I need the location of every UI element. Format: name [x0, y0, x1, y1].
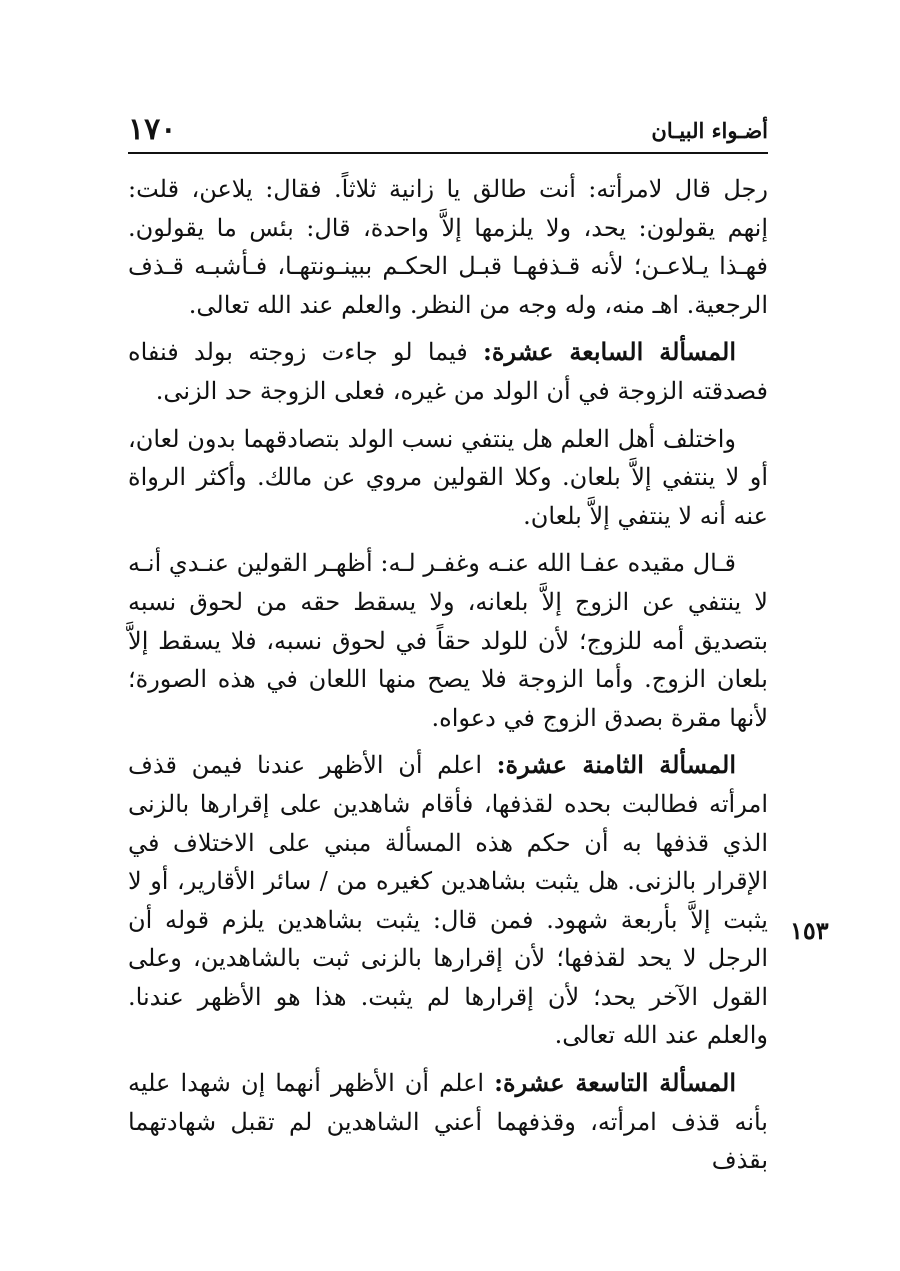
- page-number: ١٧٠: [128, 112, 177, 147]
- issue-heading: المسألة التاسعة عشرة:: [494, 1068, 736, 1098]
- page-header: [128, 112, 768, 152]
- paragraph: [128, 333, 768, 410]
- paragraph-text: فيما لو جاءت زوجته بولد فنفاه فصدقته الزوجة في أن الولد من غيره، فعلى الزوجة حد الزنى.: [128, 338, 768, 405]
- body-text: [128, 170, 768, 1189]
- paragraph-text: قـال مقيده عفـا الله عنـه وغفـر لـه: أظهـر القولين عنـدي أنـه لا ينتفي عن الزوج إلاَّ بلعانه، ولا يسقط حقه من لحوق نسبه بتصديق أمه للزوج؛ لأن للولد حقاً في لحوق نسبه، فلا يسقط إلاَّ بلعان الزوج. وأما الزوجة فلا يصح منها اللعان في هذه الصورة؛ لأنها مقرة بصدق الزوج في دعواه.: [128, 549, 768, 732]
- header-rule: [128, 152, 768, 154]
- paragraph: [128, 420, 768, 536]
- paragraph: [128, 1064, 768, 1180]
- paragraph-text: اعلم أن الأظهر أنهما إن شهدا عليه بأنه قذف امرأته، وقذفهما أعني الشاهدين لم تقبل شهادتهما بقذف: [128, 1069, 768, 1175]
- paragraph: [128, 746, 768, 1055]
- issue-heading: المسألة الثامنة عشرة:: [496, 750, 736, 780]
- paragraph-text: واختلف أهل العلم هل ينتفي نسب الولد بتصادقهما بدون لعان، أو لا ينتفي إلاَّ بلعان. وكلا القولين مروي عن مالك. وأكثر الرواة عنه أنه لا ينتفي إلاَّ بلعان.: [128, 424, 768, 530]
- paragraph-text: اعلم أن الأظهر عندنا فيمن قذف امرأته فطالبت بحده لقذفها، فأقام شاهدين على إقرارها بالزنى الذي قذفها به أن حكم هذه المسألة مبني على الاختلاف في الإقرار بالزنى. هل يثبت بشاهدين كغيره من / سائر الأقارير، أو لا يثبت إلاَّ بأربعة شهود. فمن قال: يثبت بشاهدين يلزم قوله أن الرجل لا يحد لقذفها؛ لأن إقرارها بالزنى ثبت بالشاهدين، وعلى القول الآخر يحد؛ لأن إقرارها لم يثبت. هذا هو الأظهر عندنا. والعلم عند الله تعالى.: [128, 751, 768, 1050]
- paragraph: [128, 544, 768, 737]
- paragraph-text: رجل قال لامرأته: أنت طالق يا زانية ثلاثاً. فقال: يلاعن، قلت: إنهم يقولون: يحد، ولا يلزمها إلاَّ واحدة، قال: بئس ما يقولون. فهـذا يـلاعـن؛ لأنه قـذفهـا قبـل الحكـم ببينـونتهـا، فـأشبـه قـذف الرجعية. اهـ منه، وله وجه من النظر. والعلم عند الله تعالى.: [128, 175, 769, 319]
- running-title: أضـواء البيـان: [651, 118, 768, 143]
- issue-heading: المسألة السابعة عشرة:: [483, 337, 736, 367]
- margin-page-reference: ١٥٣: [790, 916, 829, 945]
- paragraph: [128, 170, 768, 324]
